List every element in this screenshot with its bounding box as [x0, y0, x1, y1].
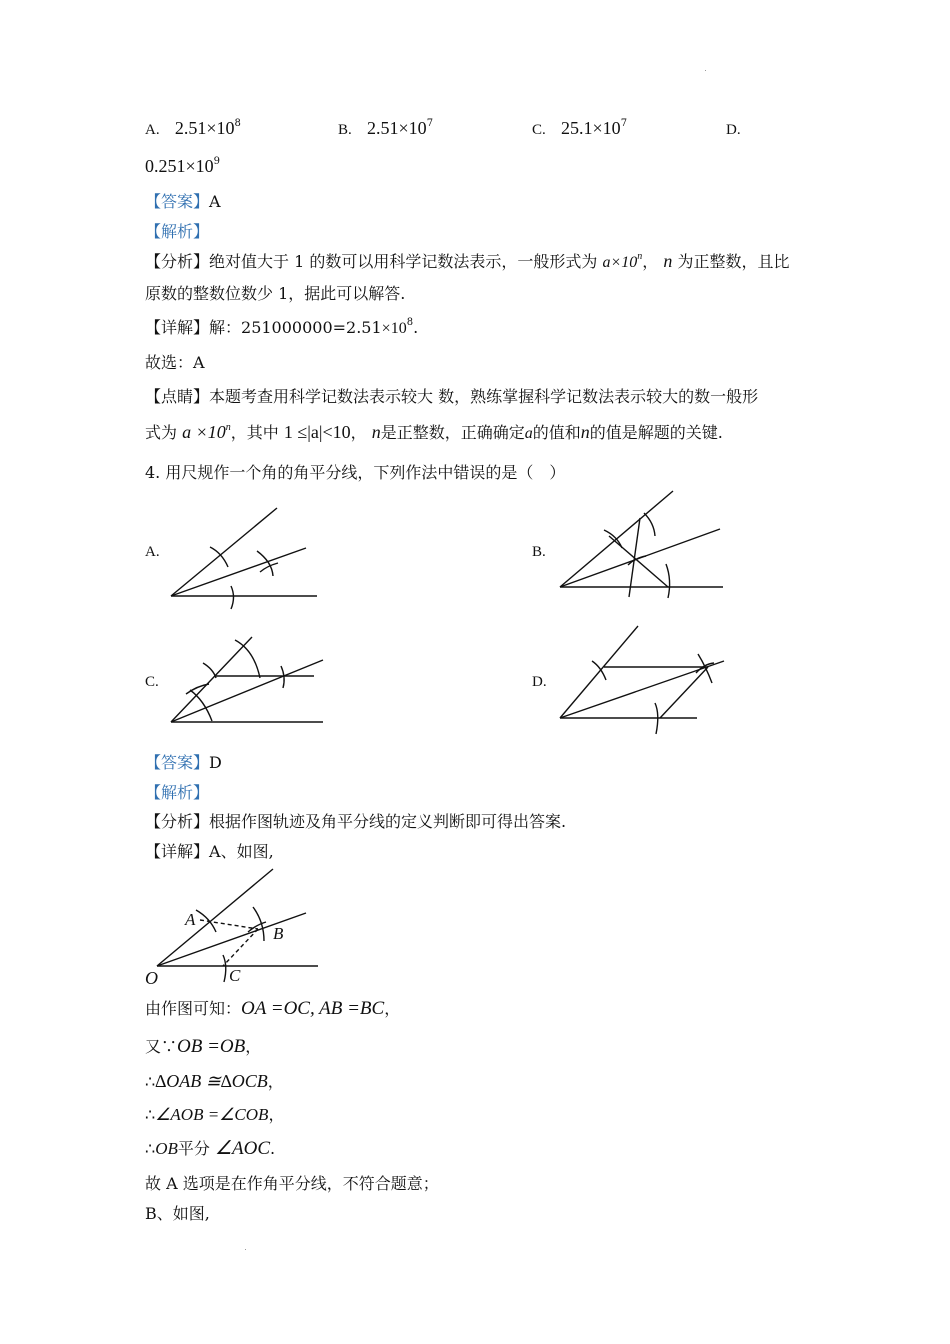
- point-b-label: B: [273, 924, 284, 943]
- q4-answer: 【答案】D: [145, 753, 222, 772]
- proof-line-3: ∴∆OAB ≅∆OCB，: [145, 1071, 284, 1091]
- q3-option-b: B. $2.51\times 10^7$: [338, 118, 434, 138]
- q4-b-text: B、如图,: [145, 1204, 210, 1223]
- proof-line-4: ∴∠AOB =∠COB，: [145, 1105, 285, 1124]
- point-o-label: O: [145, 968, 158, 988]
- proof-line-1: 由作图可知：OA =OC, AB =BC，: [145, 998, 401, 1019]
- q4-fig-b-label: B.: [532, 544, 546, 560]
- q4-fig-c-label: C.: [145, 674, 159, 690]
- proof-line-5: ∴OB平分 ∠AOC.: [145, 1138, 276, 1159]
- q3-fenxi-line1: 【分析】绝对值大于 1 的数可以用科学记数法表示，一般形式为 $a\times 10^n$， n 为正整数，且比: [145, 251, 790, 271]
- q3-dianjing-line1: 【点睛】本题考查用科学记数法表示较大 数，熟练掌握科学记数法表示较大的数一般形: [145, 387, 759, 406]
- q3-guxuan: 故选：A: [145, 353, 205, 372]
- q4-jiexi: 【解析】: [145, 783, 210, 802]
- q4-fenxi: 【分析】根据作图轨迹及角平分线的定义判断即可得出答案.: [145, 812, 567, 831]
- q3-xiangjie: 【详解】解：$251000000=2.51\times 10^8$.: [145, 317, 419, 337]
- point-c-label: C: [229, 966, 241, 985]
- q3-answer: 【答案】A: [145, 192, 221, 211]
- q3-dianjing-line2: 式为 $a \times 10^n$，其中 1 ≤|a|<10， n是正整数，正确确定a的值和n的值是解题的关键.: [145, 422, 723, 442]
- q4-fig-d-label: D.: [532, 674, 547, 690]
- q3-jiexi: 【解析】: [145, 222, 210, 241]
- proof-line-2: 又∵OB =OB，: [145, 1036, 262, 1057]
- q3-option-d-label: D.: [726, 122, 741, 138]
- q3-fenxi-line2: 原数的整数位数少 1，据此可以解答.: [145, 284, 406, 303]
- q4-fig-a-label: A.: [145, 544, 160, 560]
- q3-option-d-value: $0.251\times 10^9$: [145, 156, 221, 176]
- q4-stem: 4. 用尺规作一个角的角平分线，下列作法中错误的是（ ）: [145, 463, 566, 482]
- q3-option-a: A. $2.51\times 10^8$: [145, 118, 241, 138]
- point-a-label: A: [185, 910, 196, 929]
- q3-option-c: C. $25.1\times 10^7$: [532, 118, 628, 138]
- q4-conclusion-a: 故 A 选项是在作角平分线，不符合题意；: [145, 1174, 439, 1193]
- q4-xiangjie: 【详解】A、如图,: [145, 842, 274, 861]
